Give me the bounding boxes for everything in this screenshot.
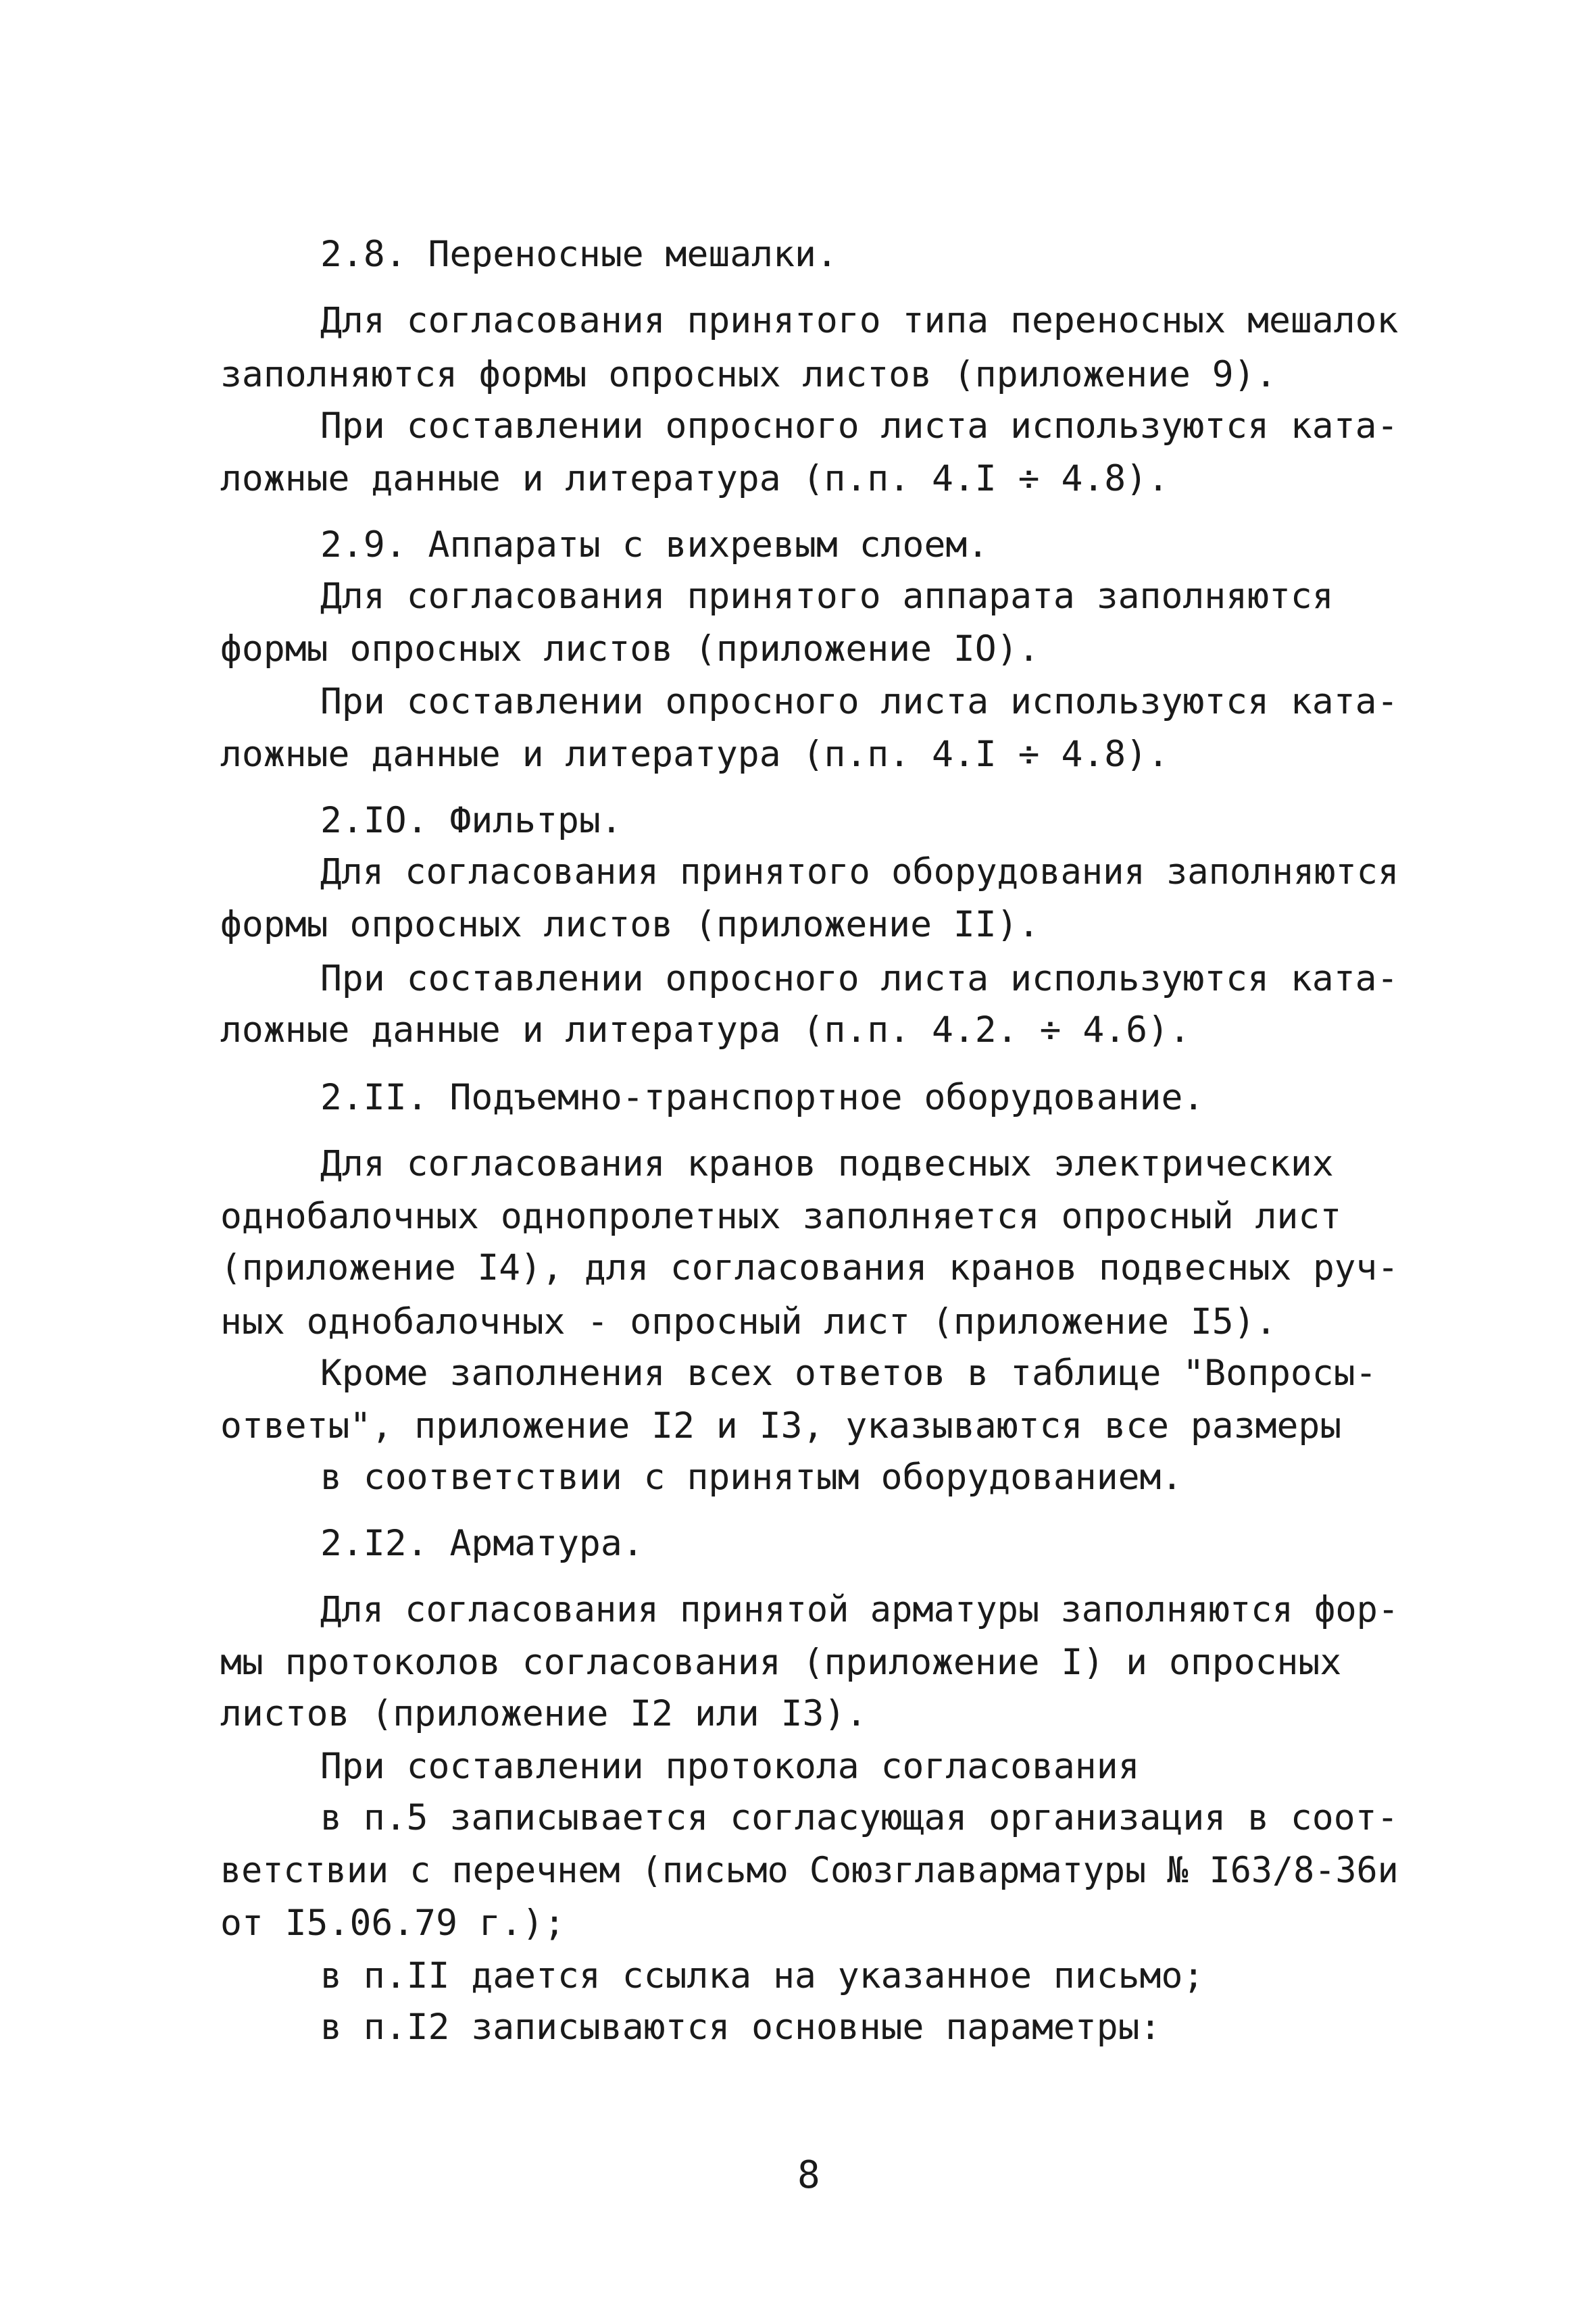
body-text-line: в п.5 записывается согласующая организация в соот-: [320, 1797, 1399, 1838]
section-heading: 2.I2. Арматура.: [320, 1523, 644, 1564]
body-text-line: мы протоколов согласования (приложение I) и опросных: [220, 1642, 1342, 1683]
body-text-line: ложные данные и литература (п.п. 4.2. ÷ 4.6).: [220, 1009, 1191, 1051]
body-text-line: формы опросных листов (приложение II).: [220, 904, 1040, 945]
body-text-line: Для согласования принятого оборудования заполняются: [320, 851, 1399, 892]
body-text-line: При составлении протокола согласования: [320, 1746, 1140, 1787]
body-text-line: в п.I2 записываются основные параметры:: [320, 2007, 1162, 2048]
body-text-line: Для согласования принятой арматуры заполняются фор-: [320, 1589, 1399, 1630]
section-heading: 2.8. Переносные мешалки.: [320, 234, 838, 275]
body-text-line: При составлении опросного листа используются ката-: [320, 681, 1399, 722]
body-text-line: ложные данные и литература (п.п. 4.I ÷ 4.8).: [220, 458, 1169, 499]
body-text-line: (приложение I4), для согласования кранов подвесных руч-: [220, 1247, 1399, 1288]
page-number: 8: [797, 2153, 820, 2197]
body-text-line: Для согласования принятого типа переносных мешалок: [320, 300, 1399, 341]
body-text-line: При составлении опросного листа используются ката-: [320, 405, 1399, 447]
body-text-line: Для согласования принятого аппарата заполняются: [320, 576, 1334, 617]
body-text-line: листов (приложение I2 или I3).: [220, 1693, 868, 1734]
body-text-line: ложные данные и литература (п.п. 4.I ÷ 4.8).: [220, 734, 1169, 775]
section-heading: 2.II. Подъемно-транспортное оборудование.: [320, 1077, 1205, 1118]
body-text-line: однобалочных однопролетных заполняется опросный лист: [220, 1196, 1342, 1237]
body-text-line: в п.II дается ссылка на указанное письмо;: [320, 1955, 1205, 1996]
body-text-line: При составлении опросного листа используются ката-: [320, 958, 1399, 999]
body-text-line: ветствии с перечнем (письмо Союзглаварматуры № I63/8-36и: [220, 1850, 1399, 1891]
body-text-line: Кроме заполнения всех ответов в таблице "Вопросы-: [320, 1353, 1377, 1394]
body-text-line: от I5.06.79 г.);: [220, 1903, 566, 1944]
body-text-line: заполняются формы опросных листов (приложение 9).: [220, 354, 1277, 395]
section-heading: 2.IO. Фильтры.: [320, 800, 622, 841]
body-text-line: формы опросных листов (приложение IO).: [220, 628, 1040, 670]
body-text-line: ответы", приложение I2 и I3, указываются все размеры: [220, 1405, 1342, 1447]
body-text-line: в соответствии с принятым оборудованием.: [320, 1457, 1183, 1498]
body-text-line: Для согласования кранов подвесных электрических: [320, 1143, 1334, 1184]
section-heading: 2.9. Аппараты с вихревым слоем.: [320, 524, 989, 565]
body-text-line: ных однобалочных - опросный лист (приложение I5).: [220, 1301, 1277, 1342]
